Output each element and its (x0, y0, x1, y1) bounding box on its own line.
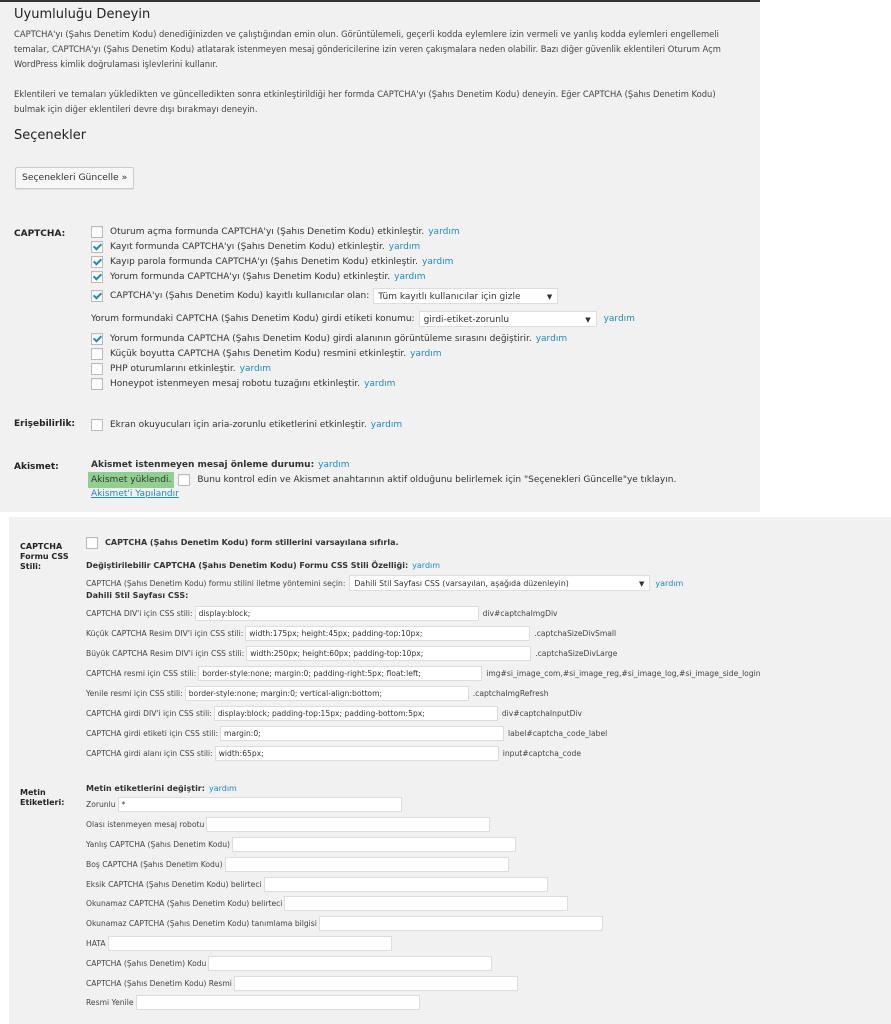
css-input-label-input[interactable]: margin:0; (220, 726, 504, 741)
help-link[interactable]: yardım (208, 784, 237, 793)
text-label-name: Zorunlu (86, 800, 116, 809)
top-settings-panel (0, 0, 760, 512)
captcha-option-registered-users (91, 288, 558, 304)
css-row-selector: label#captcha_code_label (508, 729, 608, 738)
css-row (86, 686, 549, 701)
text-label-name: Resmi Yenile (86, 998, 134, 1007)
akismet-configure-row (91, 487, 179, 501)
option-text: PHP oturumlarını etkinleştir. (110, 364, 236, 374)
option-text: Yorum formundaki CAPTCHA (Şahıs Denetim Kodu) girdi etiketi konumu: (91, 314, 415, 324)
option-text: Yorum formunda CAPTCHA (Şahıs Denetim Kodu) girdi alanının görüntüleme sırasını değiştirir. (110, 334, 532, 344)
akismet-check-checkbox[interactable] (178, 474, 190, 486)
label-line: Etiketleri: (20, 798, 65, 807)
css-large-image-div-input[interactable]: width:250px; height:60px; padding-top:10px; (246, 646, 531, 661)
lostpassword-form-checkbox[interactable] (91, 256, 103, 268)
label-line: Metin (20, 788, 46, 797)
compat-para2-line1: Eklentileri ve temaları yükledikten ve güncelledikten sonra etkinleştirildiği her formda CAPTCHA'yı (Şahıs Denetim Kodu) deneyin. Eğer CAPTCHA (Şahıs Denetim Kodu) (14, 89, 716, 99)
css-input-field-input[interactable]: width:65px; (215, 746, 499, 761)
accessibility-section-label: Erişebilirlik: (14, 419, 76, 429)
css-input-div-input[interactable]: display:block; padding-top:15px; padding-bottom:5px; (214, 706, 498, 721)
text-label-row (86, 976, 518, 991)
css-style-section-label (20, 542, 69, 572)
css-row-label: CAPTCHA DIV'i için CSS stili: (86, 609, 193, 618)
php-sessions-checkbox[interactable] (91, 363, 103, 375)
empty-captcha-label-input[interactable] (225, 857, 509, 872)
text-label-name: Okunamaz CAPTCHA (Şahıs Denetim Kodu) tanımlama bilgisi (86, 919, 317, 928)
dropdown-arrow-icon: ▼ (585, 316, 591, 324)
label-line: Formu CSS (20, 552, 69, 561)
css-reset-text: CAPTCHA (Şahıs Denetim Kodu) form stillerini varsayılana sıfırla. (105, 538, 399, 547)
css-row-selector: input#captcha_code (502, 749, 581, 758)
text-label-name: Olası istenmeyen mesaj robotu (86, 820, 205, 829)
captcha-option-register (91, 240, 420, 254)
css-row-label: Büyük CAPTCHA Resim DIV'i için CSS stili: (86, 649, 245, 658)
css-row (86, 626, 616, 641)
text-label-row (86, 857, 509, 872)
help-link[interactable]: yardım (318, 460, 350, 470)
compat-title: Uyumluluğu Deneyin (14, 7, 151, 22)
spambot-label-input[interactable] (206, 817, 490, 832)
text-labels-title: Metin etiketlerini değiştir: (86, 784, 205, 793)
text-labels-section-label (20, 788, 64, 808)
help-link[interactable]: yardım (364, 379, 396, 389)
missing-token-label-input[interactable] (264, 877, 548, 892)
comment-form-checkbox[interactable] (91, 271, 103, 283)
akismet-section-label: Akismet: (14, 462, 59, 472)
css-reset-row (86, 536, 399, 550)
text-label-name: CAPTCHA (Şahıs Denetim) Kodu (86, 959, 207, 968)
option-text: CAPTCHA'yı (Şahıs Denetim Kodu) kayıtlı kullanıcılar olan: (110, 291, 370, 301)
text-label-name: Eksik CAPTCHA (Şahıs Denetim Kodu) belirteci (86, 880, 262, 889)
input-order-checkbox[interactable] (91, 333, 103, 345)
css-row (86, 606, 558, 621)
css-small-image-div-input[interactable]: width:175px; height:45px; padding-top:10px; (245, 626, 530, 641)
css-captcha-div-input[interactable]: display:block; (195, 606, 479, 621)
help-link[interactable]: yardım (388, 242, 421, 252)
captcha-option-honeypot (91, 377, 395, 391)
css-row-selector: .captchaImgRefresh (472, 689, 549, 698)
unreadable-token-label-input[interactable] (284, 896, 568, 911)
compat-para2-line2: bulmak için diğer eklentileri devre dışı bırakmayı deneyin. (14, 104, 258, 114)
css-row-label: CAPTCHA resmi için CSS stili: (86, 669, 197, 678)
help-link[interactable]: yardım (422, 257, 454, 267)
compat-para1-line3: WordPress kimlik doğrulaması işlevlerini kullanır. (14, 59, 218, 69)
option-text: Oturum açma formunda CAPTCHA'yı (Şahıs Denetim Kodu) etkinleştir. (110, 227, 425, 237)
options-title: Seçenekler (14, 128, 87, 143)
select-value: girdi-etiket-zorunlu (423, 315, 510, 325)
css-editable-title-row (86, 559, 440, 573)
help-link[interactable]: yardım (370, 420, 403, 430)
text-label-name: CAPTCHA (Şahıs Denetim Kodu) Resmi (86, 979, 232, 988)
css-row (86, 646, 617, 661)
akismet-check-row (88, 472, 676, 488)
required-label-input[interactable]: * (118, 797, 402, 812)
css-row (86, 746, 581, 761)
select-value: Tüm kayıtlı kullanıcılar için gizle (378, 292, 521, 302)
unreadable-cookie-label-input[interactable] (319, 916, 603, 931)
text-label-row (86, 956, 492, 971)
captcha-image-label-input[interactable] (234, 976, 518, 991)
captcha-option-input-order (91, 332, 567, 346)
label-position-select[interactable] (419, 311, 597, 327)
dropdown-arrow-icon: ▼ (546, 293, 553, 301)
small-image-checkbox[interactable] (91, 348, 103, 360)
css-method-row (86, 575, 683, 591)
captcha-code-label-input[interactable] (208, 956, 492, 971)
error-label-input[interactable] (108, 936, 392, 951)
text-label-name: Boş CAPTCHA (Şahıs Denetim Kodu) (86, 860, 223, 869)
akismet-status-badge: Akismet yüklendi. (88, 472, 174, 488)
captcha-section-label: CAPTCHA: (14, 229, 66, 239)
help-link[interactable]: yardım (535, 334, 568, 344)
css-row-label: Küçük CAPTCHA Resim DIV'i için CSS stili: (86, 629, 244, 638)
css-row-label: CAPTCHA girdi etiketi için CSS stili: (86, 729, 219, 738)
css-row (86, 726, 607, 741)
css-row (86, 666, 761, 681)
text-label-row (86, 896, 568, 911)
text-label-row (86, 916, 603, 931)
text-label-row (86, 837, 516, 852)
honeypot-checkbox[interactable] (91, 378, 103, 390)
compat-para1-line2: temalar, CAPTCHA'yı (Şahıs Denetim Kodu) atlatarak istenmeyen mesaj göndericilerine izin veren çakışmalara neden olabilir. Bazı diğer güvenlik eklentileri Oturum Açm (14, 44, 721, 54)
login-form-checkbox[interactable] (91, 226, 103, 238)
text-label-name: Yanlış CAPTCHA (Şahıs Denetim Kodu) (86, 840, 231, 849)
option-text: Ekran okuyucuları için aria-zorunlu etiketlerini etkinleştir. (110, 420, 367, 430)
css-editable-title: Değiştirilebilir CAPTCHA (Şahıs Denetim Kodu) Formu CSS Stili Özelliği: (86, 561, 409, 570)
help-link[interactable]: yardım (412, 561, 441, 570)
css-row-selector: .captchaSizeDivSmall (534, 629, 617, 638)
bottom-settings-panel (9, 517, 891, 1024)
option-text: Honeypot istenmeyen mesaj robotu tuzağını etkinleştir. (110, 379, 361, 389)
text-label-row (86, 877, 548, 892)
help-link[interactable]: yardım (603, 314, 635, 324)
akismet-status-title (91, 458, 350, 472)
css-row-selector: div#captchaInputDiv (501, 709, 583, 718)
option-text: Kayıt formunda CAPTCHA'yı (Şahıs Denetim Kodu) etkinleştir. (110, 242, 385, 252)
text-label-row (86, 817, 490, 832)
update-options-button[interactable]: Seçenekleri Güncelle » (15, 167, 134, 189)
label-line: Stili: (20, 562, 42, 571)
captcha-option-small-image (91, 347, 442, 361)
css-captcha-image-input[interactable]: border-style:none; margin:0; padding-right:5px; float:left; (198, 666, 482, 681)
captcha-option-login (91, 225, 460, 239)
refresh-image-label-input[interactable] (136, 995, 420, 1010)
css-row-label: Yenile resmi için CSS stili: (86, 689, 183, 698)
label-line: CAPTCHA (20, 542, 63, 551)
help-link[interactable]: yardım (239, 364, 272, 374)
compat-para1-line1: CAPTCHA'yı (Şahıs Denetim Kodu) denediğinizden ve çalıştığından emin olun. Görüntülemeli, geçerli kodda eylemlere izin vermeli ve yanlış kodda eylemleri engellemeli (14, 29, 719, 39)
css-row-label: CAPTCHA girdi alanı için CSS stili: (86, 749, 213, 758)
help-link[interactable]: yardım (410, 349, 442, 359)
aria-required-checkbox[interactable] (91, 419, 103, 431)
help-link[interactable]: yardım (394, 272, 426, 282)
option-text: Yorum formunda CAPTCHA'yı (Şahıs Denetim Kodu) etkinleştir. (110, 272, 391, 282)
css-method-label: CAPTCHA (Şahıs Denetim Kodu) formu stilini iletme yöntemini seçin: (86, 578, 346, 588)
captcha-option-php-sessions (91, 362, 271, 376)
dropdown-arrow-icon: ▼ (639, 580, 645, 588)
help-link[interactable]: yardım (655, 578, 684, 588)
text-label-row (86, 995, 420, 1010)
option-text: Küçük boyutta CAPTCHA (Şahıs Denetim Kodu) resmini etkinleştir. (110, 349, 407, 359)
registered-users-select[interactable] (373, 288, 558, 304)
incorrect-captcha-label-input[interactable] (232, 837, 516, 852)
option-text: Kayıp parola formunda CAPTCHA'yı (Şahıs Denetim Kodu) etkinleştir. (110, 257, 419, 267)
css-method-select[interactable] (349, 575, 650, 591)
text-label-name: Okunamaz CAPTCHA (Şahıs Denetim Kodu) belirteci (86, 899, 283, 908)
registered-users-checkbox[interactable] (91, 290, 103, 302)
captcha-option-lostpassword (91, 255, 453, 269)
accessibility-option-aria (91, 418, 402, 432)
captcha-label-position (91, 311, 635, 327)
css-row-selector: .captchaSizeDivLarge (535, 649, 618, 658)
css-row-label: CAPTCHA girdi DIV'i için CSS stili: (86, 709, 212, 718)
css-row (86, 706, 582, 721)
text-label-name: HATA (86, 939, 106, 948)
css-reset-checkbox[interactable] (86, 537, 98, 549)
css-internal-title: Dahili Stil Sayfası CSS: (86, 591, 189, 600)
text-label-row (86, 797, 402, 812)
register-form-checkbox[interactable] (91, 241, 103, 253)
akismet-status-text: Akismet istenmeyen mesaj önleme durumu: (91, 460, 315, 470)
akismet-configure-link[interactable]: Akismet'i Yapılandır (91, 489, 179, 499)
akismet-check-text: Bunu kontrol edin ve Akismet anahtarının aktif olduğunu belirlemek için "Seçenekleri Güncelle"ye tıklayın. (197, 475, 677, 485)
css-row-selector: div#captchaImgDiv (482, 609, 558, 618)
select-value: Dahili Stil Sayfası CSS (varsayılan, aşağıda düzenleyin) (354, 579, 569, 588)
css-refresh-image-input[interactable]: border-style:none; margin:0; vertical-align:bottom; (185, 686, 469, 701)
css-row-selector: img#si_image_com,#si_image_reg,#si_image_log,#si_image_side_login (486, 669, 761, 678)
text-labels-title-row (86, 782, 237, 796)
help-link[interactable]: yardım (428, 227, 460, 237)
captcha-option-comment (91, 270, 426, 284)
text-label-row (86, 936, 392, 951)
